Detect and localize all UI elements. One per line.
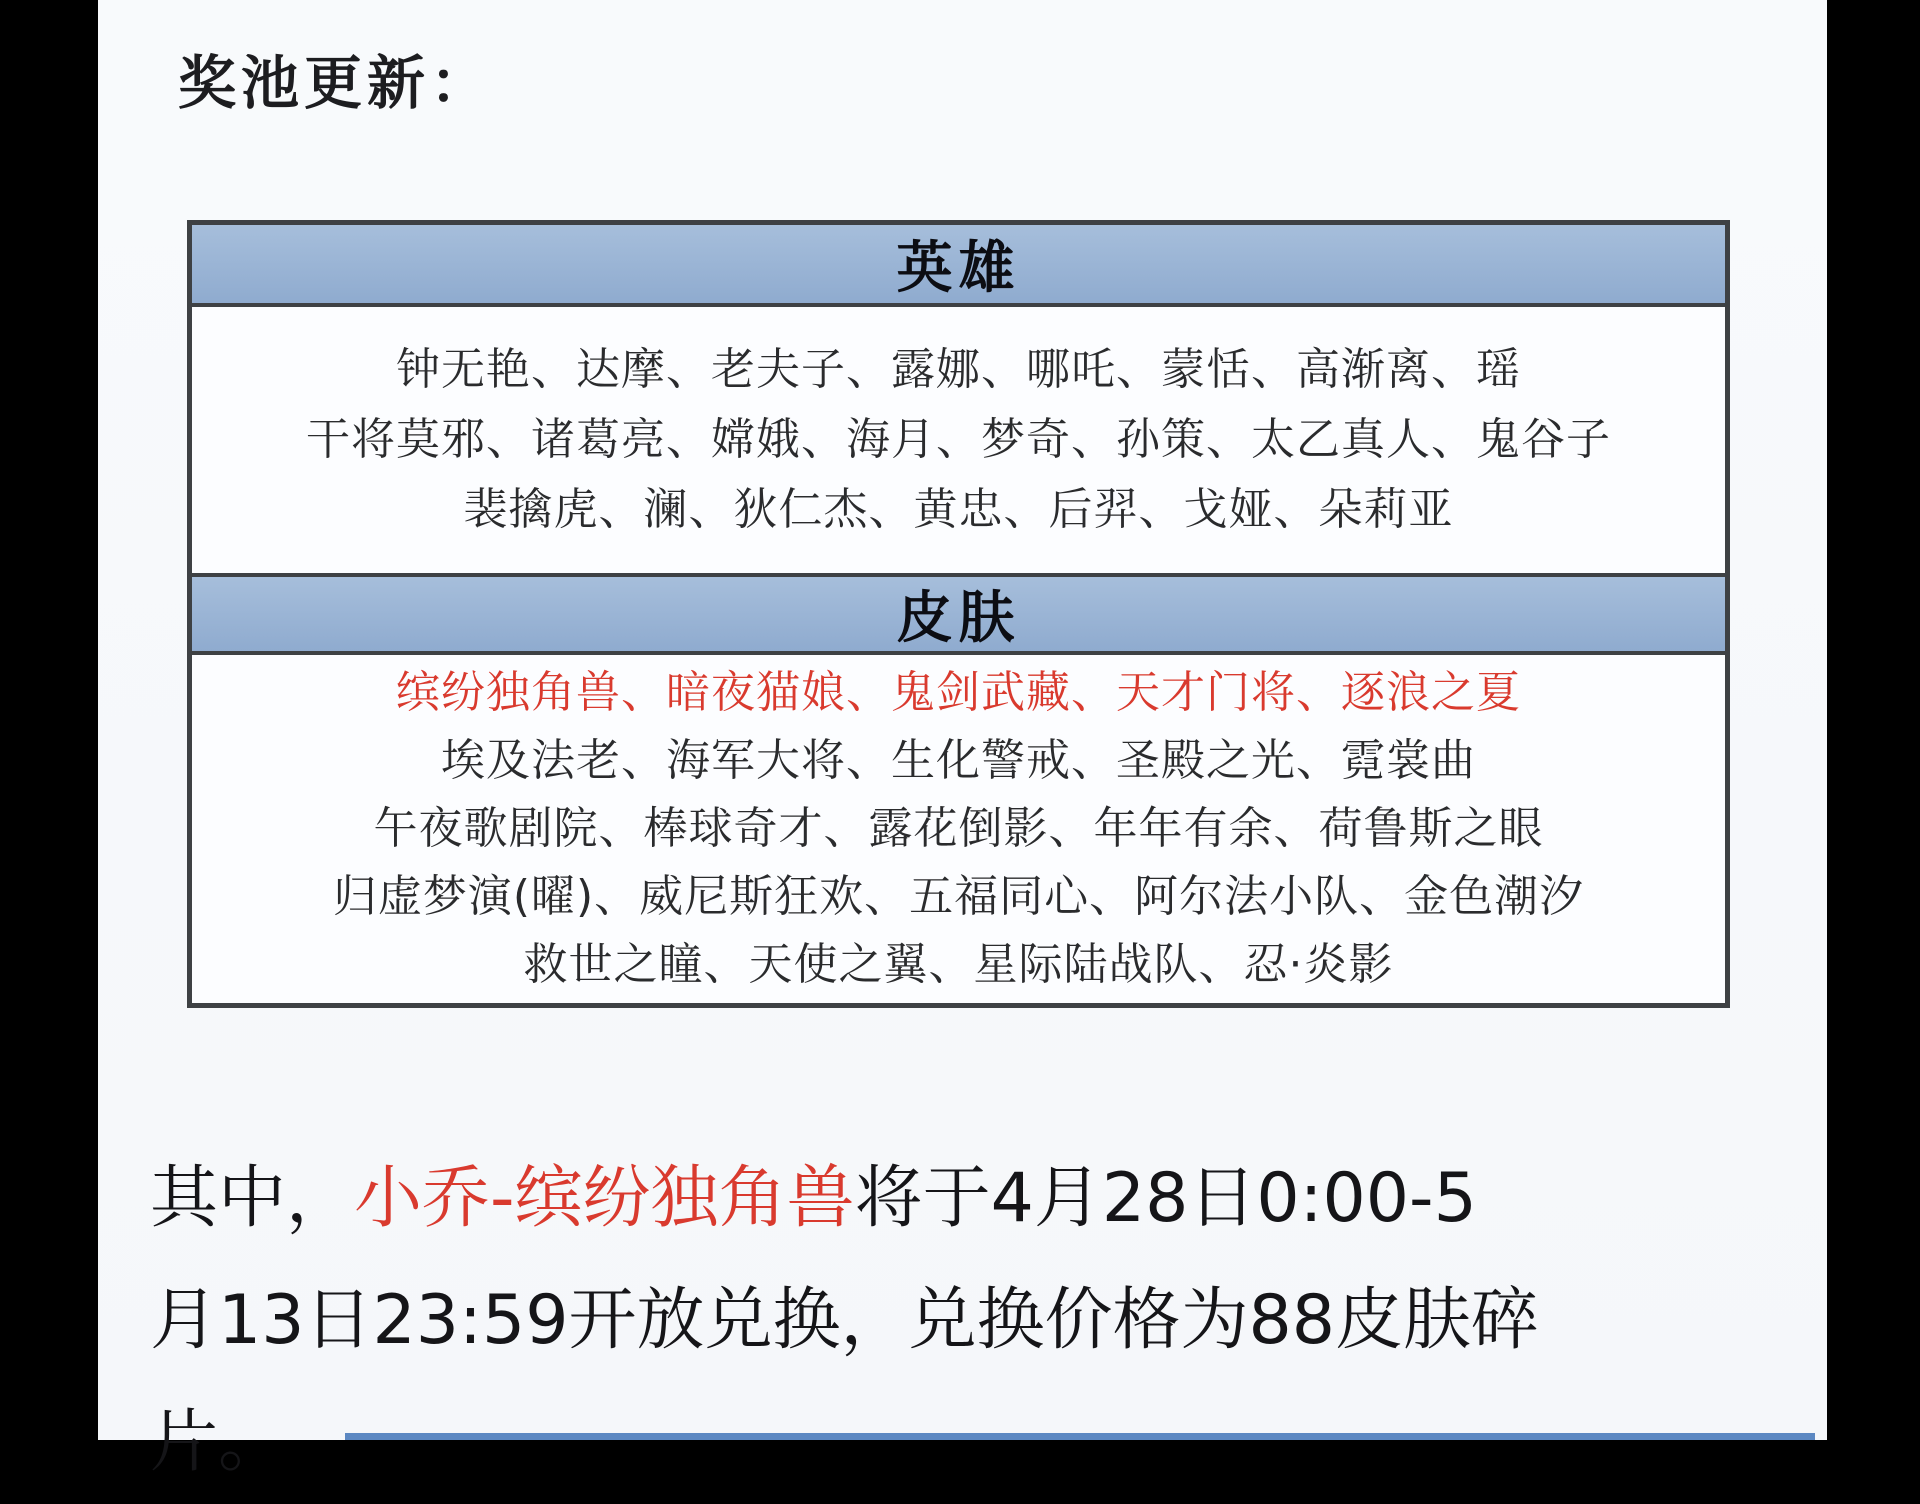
skins-row-4: 归虚梦演(曜)、威尼斯狂欢、五福同心、阿尔法小队、金色潮汐 [332,871,1585,922]
page-title: 奖池更新： [178,49,494,117]
note-line-3: 片。 [150,1403,287,1482]
note-line-2: 月13日23:59开放兑换，兑换价格为88皮肤碎 [150,1281,1540,1360]
skins-row-new: 缤纷独角兽、暗夜猫娘、鬼剑武藏、天才门将、逐浪之夏 [396,667,1521,718]
bottom-divider [345,1433,1815,1440]
heroes-row-1: 钟无艳、达摩、老夫子、露娜、哪吒、蒙恬、高渐离、瑶 [396,344,1521,395]
right-black-bar [1827,0,1920,1440]
note-line1-rest: 将于4月28日0:00-5 [854,1159,1477,1238]
note-line-1 [150,1138,1830,1260]
skins-list [192,655,1725,1003]
skins-row-5: 救世之瞳、天使之翼、星际陆战队、忍·炎影 [523,939,1394,990]
heroes-row-3: 裴擒虎、澜、狄仁杰、黄忠、后羿、戈娅、朵莉亚 [463,484,1454,535]
note-prefix: 其中， [150,1159,355,1238]
heroes-list [192,307,1725,573]
heroes-section-header: 英雄 [192,225,1725,307]
left-black-bar [0,0,98,1440]
prize-pool-table [187,220,1730,1008]
exchange-note [150,1138,1830,1504]
skins-row-3: 午夜歌剧院、棒球奇才、露花倒影、年年有余、荷鲁斯之眼 [373,803,1544,854]
skins-section-header: 皮肤 [192,573,1725,655]
skins-row-2: 埃及法老、海军大将、生化警戒、圣殿之光、霓裳曲 [441,735,1476,786]
announcement-content [98,0,1827,1482]
heroes-row-2: 干将莫邪、诸葛亮、嫦娥、海月、梦奇、孙策、太乙真人、鬼谷子 [306,414,1611,465]
note-skin-name: 小乔-缤纷独角兽 [354,1159,855,1238]
